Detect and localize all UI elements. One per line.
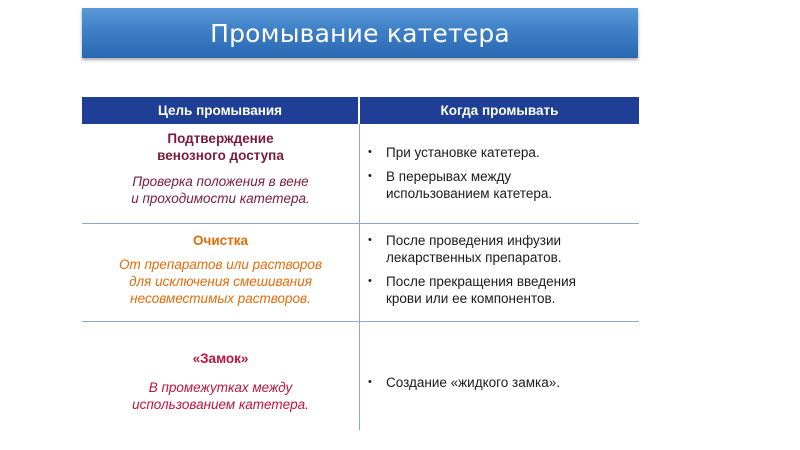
bullet-dot-icon: • [368, 275, 372, 287]
bullet-dot-icon: • [368, 146, 372, 158]
list-item-text [386, 232, 562, 266]
when-list [368, 144, 639, 202]
list-item-line: лекарственных препаратов. [386, 250, 562, 265]
goal-desc-line: для исключения смешивания [129, 274, 312, 289]
list-item-line: После прекращения введения [386, 274, 576, 289]
goal-title [82, 350, 359, 367]
when-cell [360, 322, 639, 430]
goal-title-line: Очистка [192, 233, 249, 248]
goal-cell [82, 224, 360, 321]
flushing-table [82, 97, 639, 430]
goal-description [82, 256, 359, 307]
list-item-line: При установке катетера. [386, 145, 540, 160]
list-item [368, 168, 639, 202]
goal-cell [82, 322, 360, 430]
list-item [368, 374, 639, 391]
goal-desc-line: В промежутках между [148, 380, 293, 395]
goal-title [82, 130, 359, 164]
bullet-dot-icon: • [368, 234, 372, 246]
table-row [82, 224, 639, 322]
list-item [368, 144, 639, 161]
list-item [368, 273, 639, 307]
list-item-text [386, 374, 560, 391]
goal-desc-line: несовместимых растворов. [130, 291, 311, 306]
goal-description [82, 173, 359, 207]
table-header-row [82, 97, 639, 124]
list-item-text [386, 273, 576, 307]
header-when: Когда промывать [440, 103, 559, 118]
bullet-dot-icon: • [368, 170, 372, 182]
list-item-line: крови или ее компонентов. [386, 291, 556, 306]
goal-desc-line: От препаратов или растворов [118, 257, 322, 272]
goal-title-line: венозного доступа [157, 148, 284, 163]
list-item-line: В перерывах между [386, 169, 512, 184]
list-item-text [386, 168, 552, 202]
when-cell [360, 224, 639, 321]
slide-title: Промывание катетера [210, 18, 510, 48]
goal-title-line: «Замок» [192, 351, 249, 366]
list-item-line: использованием катетера. [386, 186, 553, 201]
title-bar [82, 8, 638, 58]
list-item [368, 232, 639, 266]
when-list [368, 232, 639, 307]
when-list [368, 374, 639, 391]
table-row [82, 322, 639, 430]
header-goal: Цель промывания [82, 97, 360, 124]
when-cell [360, 124, 639, 223]
goal-title [82, 232, 359, 249]
goal-title-line: Подтверждение [167, 131, 274, 146]
list-item-line: Создание «жидкого замка». [386, 375, 560, 390]
goal-desc-line: использованием катетера. [132, 397, 309, 412]
goal-cell [82, 124, 360, 223]
goal-desc-line: Проверка положения в вене [132, 174, 309, 189]
table-row [82, 124, 639, 224]
list-item-text [386, 144, 540, 161]
goal-description [82, 379, 359, 413]
list-item-line: После проведения инфузии [386, 233, 562, 248]
goal-desc-line: и проходимости катетера. [131, 191, 310, 206]
bullet-dot-icon: • [368, 376, 372, 388]
